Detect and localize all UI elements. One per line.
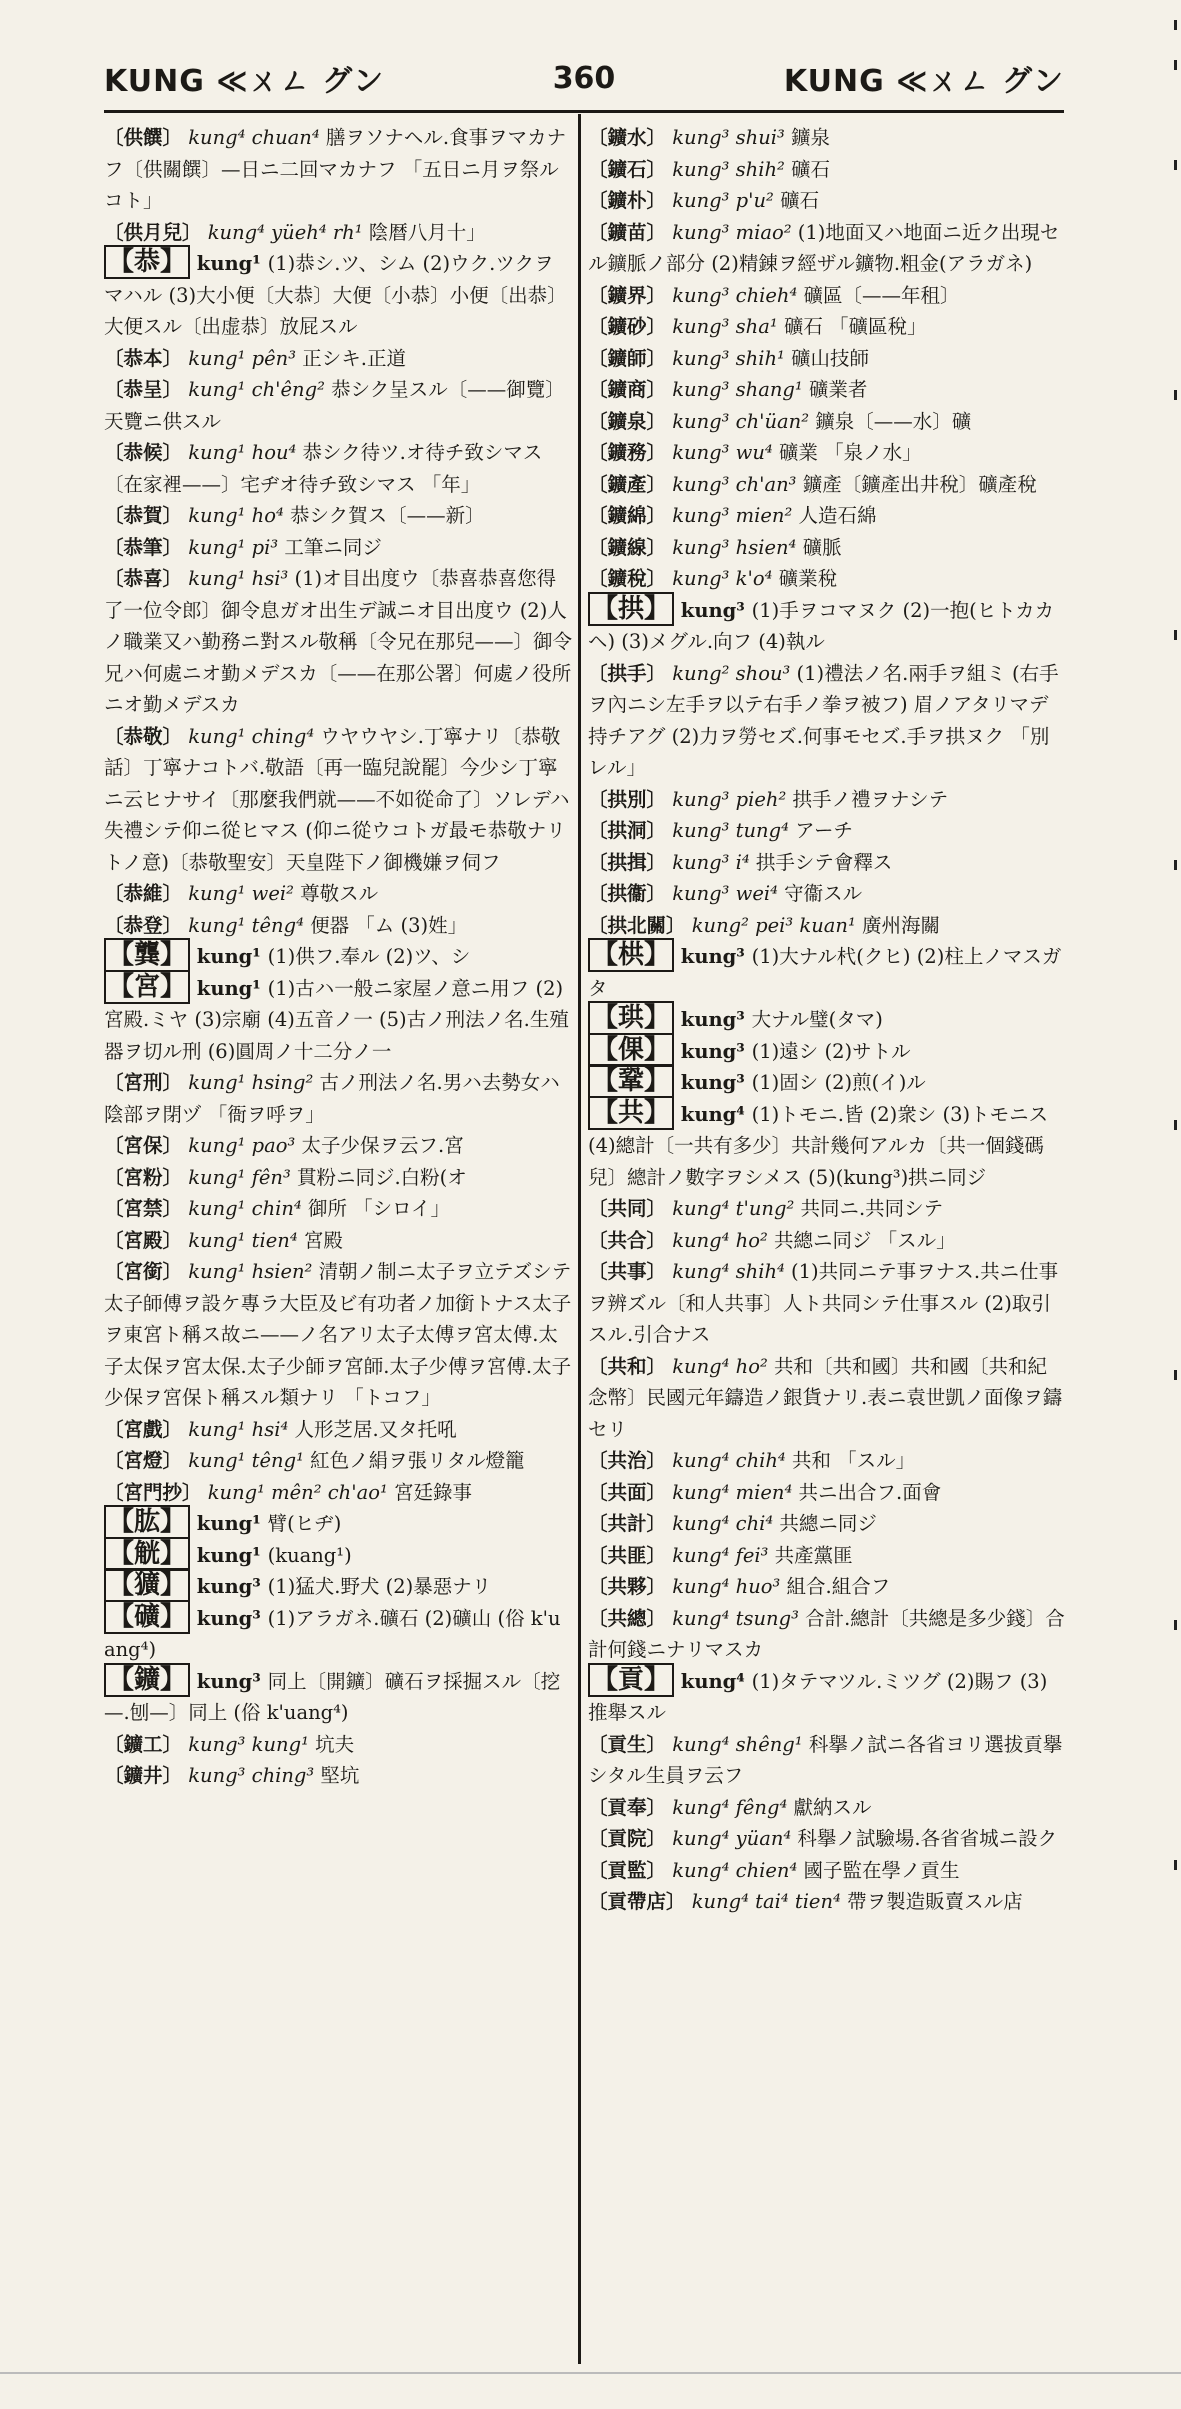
entry-romanization: kung¹ ho⁴	[182, 504, 290, 527]
entry-romanization: kung¹ ch'êng²	[182, 378, 332, 401]
page-number: 360	[552, 60, 616, 96]
dictionary-entry	[588, 406, 1066, 438]
entry-definition: 科擧ノ試驗場.各省省城ニ設ク	[797, 1827, 1058, 1850]
entry-headword: 〔宮戲〕	[104, 1417, 183, 1441]
entry-romanization: kung⁴ huo³	[666, 1575, 787, 1598]
entry-definition: 鑛泉	[791, 126, 831, 149]
entry-definition: 宮廷錄事	[393, 1480, 472, 1504]
entry-definition: 共和〔共和國〕共和國〔共和紀念幣〕民國元年鑄造ノ銀貨ナリ.表ニ袁世凱ノ面像ヲ鑄セリ	[588, 1354, 1063, 1441]
entry-romanization: kung⁴ t'ung²	[666, 1197, 801, 1220]
entry-romanization: kung⁴ fêng⁴	[666, 1795, 794, 1819]
entry-headword: 〔鑛線〕	[588, 535, 667, 559]
dictionary-entry	[588, 1855, 1066, 1887]
entry-headword: 【觥】	[104, 1537, 190, 1571]
entry-romanization: kung¹ pên³	[182, 346, 303, 370]
entry-headword: 〔鑛稅〕	[588, 567, 667, 590]
entry-definition: (1)猛犬.野犬 (2)暴惡ナリ	[267, 1575, 492, 1598]
entry-headword: 〔供月兒〕	[104, 220, 202, 244]
entry-romanization: kung⁴ ho²	[666, 1354, 774, 1378]
dictionary-entry	[104, 217, 572, 249]
entry-headword: 〔鑛商〕	[588, 378, 667, 401]
dictionary-entry	[104, 532, 572, 564]
entry-romanization: kung³ p'u²	[666, 189, 781, 212]
entry-definition: 工筆ニ同ジ	[284, 535, 382, 559]
entry-headword: 【龔】	[104, 938, 190, 972]
entry-definition: 古ノ刑法ノ名.男ハ去勢女ハ陰部ヲ閉ヅ 「衙ヲ呼ヲ」	[104, 1071, 560, 1126]
dictionary-entry	[104, 973, 572, 1068]
entry-headword: 【珙】	[588, 1001, 674, 1035]
dictionary-entry	[588, 910, 1066, 942]
entry-definition: 太子少保ヲ云フ.宮	[301, 1134, 464, 1157]
entry-romanization: kung⁴ fei³	[666, 1543, 775, 1567]
entry-headword: 〔鑛產〕	[588, 472, 667, 496]
entry-romanization: kung⁴ yüeh⁴ rh¹	[201, 220, 369, 244]
entry-headword: 〔共匪〕	[588, 1543, 667, 1567]
entry-definition: 臂(ヒヂ)	[267, 1512, 342, 1535]
entry-definition: (1)禮法ノ名.兩手ヲ組ミ (右手ヲ內ニシ左手ヲ以テ右手ノ拳ヲ被フ) 眉ノアタリマデ持チアグ (2)力ヲ勞セズ.何事モセズ.手ヲ拱ヌク 「別レル」	[588, 661, 1059, 779]
entry-definition: (1)地面又ハ地面ニ近ク出現セル鑛脈ノ部分 (2)精錬ヲ經ザル鑛物.粗金(アラガネ)	[588, 220, 1060, 275]
entry-headword: 〔共治〕	[588, 1449, 667, 1472]
entry-definition: 恭シク待ツ.オ待チ致シマス〔在家裡——〕宅ヂオ待チ致シマス 「年」	[104, 441, 543, 496]
entry-headword: 〔共總〕	[588, 1606, 667, 1630]
right-column	[588, 122, 1066, 1918]
dictionary-entry	[588, 343, 1066, 375]
dictionary-entry	[104, 1477, 572, 1509]
entry-definition: 廣州海關	[862, 913, 941, 937]
entry-romanization: kung¹ hsi⁴	[182, 1417, 295, 1441]
dictionary-entry	[588, 563, 1066, 595]
entry-romanization: kung³	[190, 1669, 268, 1693]
entry-headword: 〔宮粉〕	[104, 1165, 183, 1189]
dictionary-entry	[588, 1886, 1066, 1918]
entry-headword: 【獷】	[104, 1568, 190, 1602]
entry-definition: 拱手ノ禮ヲナシテ	[792, 787, 949, 811]
entry-romanization: kung³ wu⁴	[666, 441, 779, 464]
entry-definition: アーチ	[795, 819, 854, 842]
entry-definition: 帶ヲ製造販賣スル店	[847, 1890, 1023, 1913]
entry-definition: (kuang¹)	[267, 1543, 352, 1567]
entry-romanization: kung¹ hsing²	[182, 1071, 320, 1094]
entry-headword: 【恭】	[104, 245, 190, 279]
dictionary-entry	[588, 1603, 1066, 1666]
entry-romanization: kung³	[674, 598, 752, 622]
left-column	[104, 122, 572, 1792]
entry-headword: 〔鑛石〕	[588, 157, 667, 181]
entry-romanization: kung⁴ shêng¹	[666, 1732, 809, 1756]
dictionary-entry	[588, 1445, 1066, 1477]
entry-romanization: kung² pei³ kuan¹	[685, 913, 862, 937]
entry-romanization: kung³ k'o⁴	[666, 567, 779, 590]
entry-definition: 共總ニ同ジ	[779, 1512, 877, 1535]
dictionary-entry	[588, 280, 1066, 312]
entry-definition: ウヤウヤシ.丁寧ナリ〔恭敬話〕丁寧ナコトバ.敬語〔再一臨兒說罷〕今少シ丁寧ニ云ヒナサイ〔那麼我們就——不如從命了〕ソレデハ失禮シテ仰ニ從ヒマス (仰ニ從ウコトガ最モ恭敬ナリトノ意)〔恭敬聖安〕天皇陛下ノ御機嫌ヲ伺フ	[104, 724, 570, 874]
entry-headword: 〔鑛井〕	[104, 1764, 183, 1787]
dictionary-entry	[588, 500, 1066, 532]
entry-headword: 〔宮銜〕	[104, 1260, 183, 1283]
entry-definition: 組合.組合フ	[786, 1575, 891, 1598]
entry-definition: 清朝ノ制ニ太子ヲ立テズシテ太子師傅ヲ設ケ專ラ大臣及ビ有功者ノ加銜トナス太子ヲ東宮ト稱ス故ニ——ノ名アリ太子太傅ヲ宮太傅.太子太保ヲ宮太保.太子少師ヲ宮師.太子少傅ヲ宮傅.太子少保ヲ宮保ト稱スル類ナリ 「トコフ」	[104, 1260, 572, 1409]
entry-romanization: kung⁴ mien⁴	[666, 1480, 799, 1504]
entry-definition: 共同ニ.共同シテ	[800, 1197, 944, 1220]
entry-romanization: kung⁴ shih⁴	[666, 1260, 792, 1283]
entry-romanization: kung¹ têng⁴	[182, 913, 311, 937]
dictionary-entry	[104, 1729, 572, 1761]
dictionary-entry	[588, 1729, 1066, 1792]
entry-headword: 〔恭筆〕	[104, 535, 183, 559]
entry-definition: 礦脈	[802, 535, 842, 559]
entry-romanization: kung¹	[190, 252, 268, 275]
entry-romanization: kung³	[190, 1606, 268, 1630]
entry-headword: 〔恭喜〕	[104, 567, 183, 590]
entry-definition: 人形芝居.又タ托吼	[294, 1417, 457, 1441]
dictionary-entry	[104, 1414, 572, 1446]
dictionary-entry	[588, 1351, 1066, 1446]
dictionary-entry	[588, 1004, 1066, 1036]
entry-definition: 拱手シテ會釋ス	[755, 850, 893, 874]
dictionary-entry	[588, 1099, 1066, 1194]
dictionary-entry	[104, 910, 572, 942]
entry-definition: (1)トモニ.皆 (2)衆シ (3)トモニス (4)總計〔一共有多少〕共計幾何アルカ〔共一個錢碼兒〕總計ノ數字ヲシメス (5)(kung³)拱ニ同ジ	[588, 1102, 1049, 1189]
dictionary-entry	[104, 374, 572, 437]
entry-definition: (1)手ヲコマヌク (2)一抱(ヒトカカヘ) (3)メグル.向フ (4)執ル	[588, 598, 1055, 653]
entry-definition: 合計.總計〔共總是多少錢〕合計何錢ニナリマスカ	[588, 1606, 1065, 1661]
dictionary-entry	[588, 311, 1066, 343]
entry-headword: 〔宮殿〕	[104, 1228, 183, 1252]
dictionary-entry	[104, 1540, 572, 1572]
entry-definition: 便器 「ム (3)姓」	[310, 913, 468, 937]
entry-romanization: kung³ tung⁴	[666, 819, 796, 842]
dictionary-entry	[104, 941, 572, 973]
dictionary-entry	[104, 1067, 572, 1130]
entry-definition: 礦業稅	[778, 567, 838, 590]
entry-headword: 〔鑛朴〕	[588, 189, 667, 212]
entry-headword: 〔恭敬〕	[104, 724, 183, 748]
entry-romanization: kung³	[674, 1071, 752, 1094]
entry-definition: 礦業者	[808, 378, 868, 401]
entry-romanization: kung⁴	[674, 1669, 752, 1693]
entry-definition: 膳ヲソナヘル.食事ヲマカナフ〔供關饌〕—日ニ二回マカナフ 「五日ニ月ヲ祭ルコト」	[104, 126, 567, 212]
dictionary-entry	[104, 1162, 572, 1194]
entry-romanization: kung³ shang¹	[666, 378, 809, 401]
entry-headword: 〔宮保〕	[104, 1134, 183, 1157]
entry-headword: 〔宮燈〕	[104, 1449, 183, 1472]
dictionary-entry	[588, 374, 1066, 406]
dictionary-entry	[588, 185, 1066, 217]
dictionary-entry	[588, 532, 1066, 564]
page-edge-marks	[1161, 20, 1181, 2020]
dictionary-entry	[104, 1225, 572, 1257]
entry-definition: (1)大ナル杙(クヒ) (2)柱上ノマスガタ	[588, 945, 1062, 1000]
dictionary-entry	[588, 1666, 1066, 1729]
entry-romanization: kung⁴ ho²	[666, 1228, 774, 1252]
entry-headword: 〔拱北關〕	[588, 913, 686, 937]
entry-romanization: kung¹	[190, 1543, 268, 1567]
entry-definition: 同上〔開鑛〕礦石ヲ採掘スル〔挖—.刨—〕同上 (俗 k'uang⁴)	[104, 1669, 561, 1724]
entry-definition: 科擧ノ試ニ各省ヨリ選拔貢擧シタル生員ヲ云フ	[588, 1732, 1063, 1787]
entry-romanization: kung³ miao²	[666, 220, 798, 244]
entry-definition: 鑛泉〔——水〕礦	[815, 409, 972, 433]
entry-romanization: kung³ hsien⁴	[666, 535, 803, 559]
entry-headword: 〔共夥〕	[588, 1575, 667, 1598]
entry-definition: 陰暦八月十」	[368, 220, 486, 244]
entry-definition: (1)古ハ一般ニ家屋ノ意ニ用フ (2)宮殿.ミヤ (3)宗廟 (4)五音ノ一 (5)古ノ刑法ノ名.生殖器ヲ切ル刑 (6)圓周ノ十二分ノ一	[104, 976, 569, 1063]
dictionary-entry	[104, 1603, 572, 1666]
dictionary-entry	[588, 1036, 1066, 1068]
entry-romanization: kung⁴ chien⁴	[666, 1858, 804, 1882]
dictionary-entry	[104, 1130, 572, 1162]
dictionary-entry	[588, 595, 1066, 658]
entry-definition: (1)タテマツル.ミツグ (2)賜フ (3)推舉スル	[588, 1669, 1048, 1724]
dictionary-entry	[104, 248, 572, 343]
entry-headword: 〔供饌〕	[104, 126, 183, 149]
dictionary-entry	[104, 1571, 572, 1603]
entry-headword: 〔鑛務〕	[588, 441, 667, 464]
entry-romanization: kung³ pieh²	[666, 787, 793, 811]
entry-definition: 坑夫	[315, 1732, 355, 1756]
dictionary-entry	[588, 437, 1066, 469]
entry-headword: 〔共事〕	[588, 1260, 667, 1283]
entry-definition: 共產黨匪	[774, 1543, 853, 1567]
dictionary-entry	[588, 1823, 1066, 1855]
entry-definition: (1)固シ (2)煎(イ)ル	[751, 1071, 926, 1094]
dictionary-entry	[588, 217, 1066, 280]
entry-headword: 〔鑛泉〕	[588, 409, 667, 433]
entry-romanization: kung⁴ tsung³	[666, 1606, 806, 1630]
dictionary-entry	[104, 878, 572, 910]
entry-headword: 〔貢生〕	[588, 1732, 667, 1756]
entry-romanization: kung¹ pi³	[182, 535, 285, 559]
entry-romanization: kung⁴ yüan⁴	[666, 1827, 798, 1850]
entry-headword: 〔鑛師〕	[588, 346, 667, 370]
entry-headword: 〔共和〕	[588, 1354, 667, 1378]
entry-headword: 〔鑛界〕	[588, 283, 667, 307]
entry-headword: 〔拱手〕	[588, 661, 667, 685]
entry-romanization: kung³ wei⁴	[666, 882, 785, 905]
entry-definition: 共ニ出合フ.面會	[798, 1480, 942, 1504]
entry-definition: (1)恭シ.ツ、シム (2)ウク.ツクヲマハル (3)大小便〔大恭〕大便〔小恭〕小便〔出恭〕大便スル〔出虚恭〕放屁スル	[104, 252, 567, 338]
dictionary-entry	[588, 469, 1066, 501]
entry-romanization: kung⁴ chih⁴	[666, 1449, 792, 1472]
entry-romanization: kung³ shui³	[666, 126, 792, 149]
entry-definition: 鑛產〔鑛產出井稅〕礦產稅	[802, 472, 1037, 496]
entry-romanization: kung³	[674, 1039, 752, 1063]
entry-romanization: kung¹ pao³	[182, 1134, 302, 1157]
entry-romanization: kung¹ tien⁴	[182, 1228, 304, 1252]
entry-definition: (1)供フ.奉ル (2)ツ、シ	[267, 945, 471, 968]
dictionary-entry	[588, 941, 1066, 1004]
entry-definition: (1)オ目出度ウ〔恭喜恭喜您得了一位令郎〕御令息ガオ出生デ誠ニオ目出度ウ (2)人ノ職業又ハ勤務ニ對スル敬稱〔令兄在那兒——〕御令兄ハ何處ニオ勤メデスカ〔——在那公署〕何處ノ役所ニオ勤メデスカ	[104, 567, 573, 716]
entry-romanization: kung¹ hsi³	[182, 567, 295, 590]
dictionary-entry	[588, 878, 1066, 910]
entry-headword: 〔恭候〕	[104, 441, 183, 464]
entry-definition: (1)アラガネ.礦石 (2)礦山 (俗 k'uang⁴)	[104, 1606, 561, 1661]
dictionary-entry	[104, 1508, 572, 1540]
entry-headword: 〔鑛綿〕	[588, 504, 667, 527]
entry-headword: 【拱】	[588, 592, 674, 626]
dictionary-entry	[104, 500, 572, 532]
entry-romanization: kung⁴ chuan⁴	[182, 126, 326, 149]
entry-romanization: kung³ shih¹	[666, 346, 792, 370]
entry-headword: 〔鑛苗〕	[588, 220, 667, 244]
page-header	[104, 48, 1064, 108]
entry-headword: 〔宮門抄〕	[104, 1480, 202, 1504]
entry-headword: 〔共計〕	[588, 1512, 667, 1535]
entry-definition: 人造石綿	[798, 504, 877, 527]
entry-headword: 〔鑛水〕	[588, 126, 667, 149]
dictionary-entry	[588, 1067, 1066, 1099]
entry-romanization: kung³ ching³	[182, 1764, 321, 1787]
dictionary-entry	[104, 122, 572, 217]
entry-headword: 【倮】	[588, 1033, 674, 1067]
entry-headword: 【肱】	[104, 1505, 190, 1539]
dictionary-entry	[104, 1445, 572, 1477]
entry-headword: 〔拱揖〕	[588, 850, 667, 874]
dictionary-entry	[588, 784, 1066, 816]
entry-definition: (1)共同ニテ事ヲナス.共ニ仕事ヲ辨ズル〔和人共事〕人ト共同シテ仕事スル (2)取引スル.引合ナス	[588, 1260, 1059, 1346]
dictionary-entry	[588, 1477, 1066, 1509]
entry-headword: 〔拱洞〕	[588, 819, 667, 842]
entry-headword: 〔共合〕	[588, 1228, 667, 1252]
entry-headword: 〔貢帶店〕	[588, 1890, 686, 1913]
entry-headword: 【鑛】	[104, 1663, 190, 1697]
dictionary-entry	[588, 1508, 1066, 1540]
entry-headword: 〔共面〕	[588, 1480, 667, 1504]
entry-romanization: kung¹ hou⁴	[182, 441, 303, 464]
entry-romanization: kung³ ch'an³	[666, 472, 803, 496]
entry-definition: 宮殿	[303, 1228, 343, 1252]
entry-romanization: kung³ ch'üan²	[666, 409, 816, 433]
entry-headword: 〔宮刑〕	[104, 1071, 183, 1094]
dictionary-entry	[104, 1666, 572, 1729]
dictionary-entry	[588, 658, 1066, 784]
entry-romanization: kung¹ ching⁴	[182, 724, 321, 748]
entry-definition: 礦石 「礦區稅」	[783, 315, 927, 338]
entry-romanization: kung³ shih²	[666, 157, 792, 181]
entry-romanization: kung² shou³	[666, 661, 797, 685]
entry-definition: (1)遠シ (2)サトル	[751, 1039, 911, 1063]
entry-headword: 〔貢監〕	[588, 1858, 667, 1882]
entry-headword: 〔拱衞〕	[588, 882, 667, 905]
entry-definition: 御所 「シロイ」	[307, 1197, 451, 1220]
entry-romanization: kung¹ chin⁴	[182, 1197, 308, 1220]
dictionary-entry	[588, 1792, 1066, 1824]
dictionary-entry	[588, 1193, 1066, 1225]
entry-definition: 恭シク呈スル〔——御覽〕天覽ニ供スル	[104, 378, 565, 433]
dictionary-entry	[588, 847, 1066, 879]
entry-headword: 【宮】	[104, 970, 190, 1004]
entry-definition: 礦區〔——年租〕	[803, 283, 960, 307]
entry-romanization: kung¹ mên² ch'ao¹	[201, 1480, 394, 1504]
entry-headword: 〔貢院〕	[588, 1827, 667, 1850]
entry-romanization: kung¹ hsien²	[182, 1260, 319, 1283]
entry-definition: 正シキ.正道	[302, 346, 406, 370]
dictionary-entry	[588, 815, 1066, 847]
entry-headword: 〔恭登〕	[104, 913, 183, 937]
column-divider	[578, 114, 581, 2364]
entry-headword: 〔鑛工〕	[104, 1732, 183, 1756]
entry-headword: 【栱】	[588, 938, 674, 972]
dictionary-entry	[104, 1193, 572, 1225]
entry-romanization: kung³ sha¹	[666, 315, 784, 338]
entry-headword: 〔恭維〕	[104, 882, 183, 905]
dictionary-entry	[588, 1256, 1066, 1351]
entry-romanization: kung³ chieh⁴	[666, 283, 804, 307]
entry-headword: 【鞏】	[588, 1064, 674, 1098]
entry-headword: 〔宮禁〕	[104, 1197, 183, 1220]
dictionary-entry	[104, 563, 572, 721]
entry-definition: 礦山技師	[791, 346, 870, 370]
entry-romanization: kung¹ têng¹	[182, 1449, 311, 1472]
entry-headword: 〔鑛砂〕	[588, 315, 667, 338]
entry-headword: 〔恭呈〕	[104, 378, 183, 401]
dictionary-entry	[104, 1760, 572, 1792]
entry-definition: 共和 「スル」	[791, 1449, 916, 1472]
entry-romanization: kung³	[674, 1008, 752, 1031]
dictionary-entry	[588, 1225, 1066, 1257]
entry-definition: 國子監在學ノ貢生	[803, 1858, 960, 1882]
entry-headword: 〔貢奉〕	[588, 1795, 667, 1819]
dictionary-entry	[588, 122, 1066, 154]
entry-romanization: kung³	[190, 1575, 268, 1598]
entry-romanization: kung¹	[190, 945, 268, 968]
entry-romanization: kung¹	[190, 976, 268, 1000]
header-rule	[104, 110, 1064, 113]
entry-romanization: kung³	[674, 945, 752, 968]
entry-definition: 尊敬スル	[300, 882, 379, 905]
dictionary-entry	[104, 437, 572, 500]
entry-romanization: kung⁴ tai⁴ tien⁴	[685, 1890, 848, 1913]
entry-definition: 恭シク賀ス〔——新〕	[289, 504, 485, 527]
header-right-guide: KUNG ≪ㄨㄥ グン	[783, 64, 1064, 99]
dictionary-entry	[104, 1256, 572, 1414]
entry-romanization: kung¹ wei²	[182, 882, 301, 905]
entry-romanization: kung⁴	[674, 1102, 752, 1126]
entry-headword: 〔共同〕	[588, 1197, 667, 1220]
entry-headword: 〔恭本〕	[104, 346, 183, 370]
entry-definition: 守衞スル	[784, 882, 863, 905]
entry-headword: 【礦】	[104, 1600, 190, 1634]
entry-definition: 獻納スル	[793, 1795, 872, 1819]
entry-definition: 紅色ノ絹ヲ張リタル燈籠	[310, 1449, 525, 1472]
entry-headword: 〔恭賀〕	[104, 504, 183, 527]
dictionary-entry	[588, 154, 1066, 186]
entry-romanization: kung¹ fên³	[182, 1165, 297, 1189]
entry-definition: 共總ニ同ジ 「スル」	[773, 1228, 956, 1252]
entry-romanization: kung³ kung¹	[182, 1732, 316, 1756]
entry-romanization: kung³ mien²	[666, 504, 799, 527]
dictionary-entry	[104, 343, 572, 375]
header-left-guide: KUNG ≪ㄨㄥ グン	[104, 64, 385, 99]
dictionary-entry	[588, 1540, 1066, 1572]
entry-romanization: kung³ i⁴	[666, 850, 756, 874]
entry-romanization: kung⁴ chi⁴	[666, 1512, 780, 1535]
entry-definition: 貫粉ニ同ジ.白粉(オ	[296, 1165, 467, 1189]
bottom-rule	[0, 2372, 1181, 2374]
entry-headword: 【共】	[588, 1096, 674, 1130]
entry-definition: 堅坑	[320, 1764, 360, 1787]
entry-definition: 礦石	[780, 189, 820, 212]
dictionary-entry	[104, 721, 572, 879]
entry-definition: 礦石	[791, 157, 831, 181]
entry-headword: 〔拱別〕	[588, 787, 667, 811]
entry-romanization: kung¹	[190, 1512, 268, 1535]
entry-headword: 【貢】	[588, 1663, 674, 1697]
dictionary-entry	[588, 1571, 1066, 1603]
entry-definition: 大ナル璧(タマ)	[751, 1008, 883, 1031]
entry-definition: 礦業 「泉ノ水」	[778, 441, 922, 464]
